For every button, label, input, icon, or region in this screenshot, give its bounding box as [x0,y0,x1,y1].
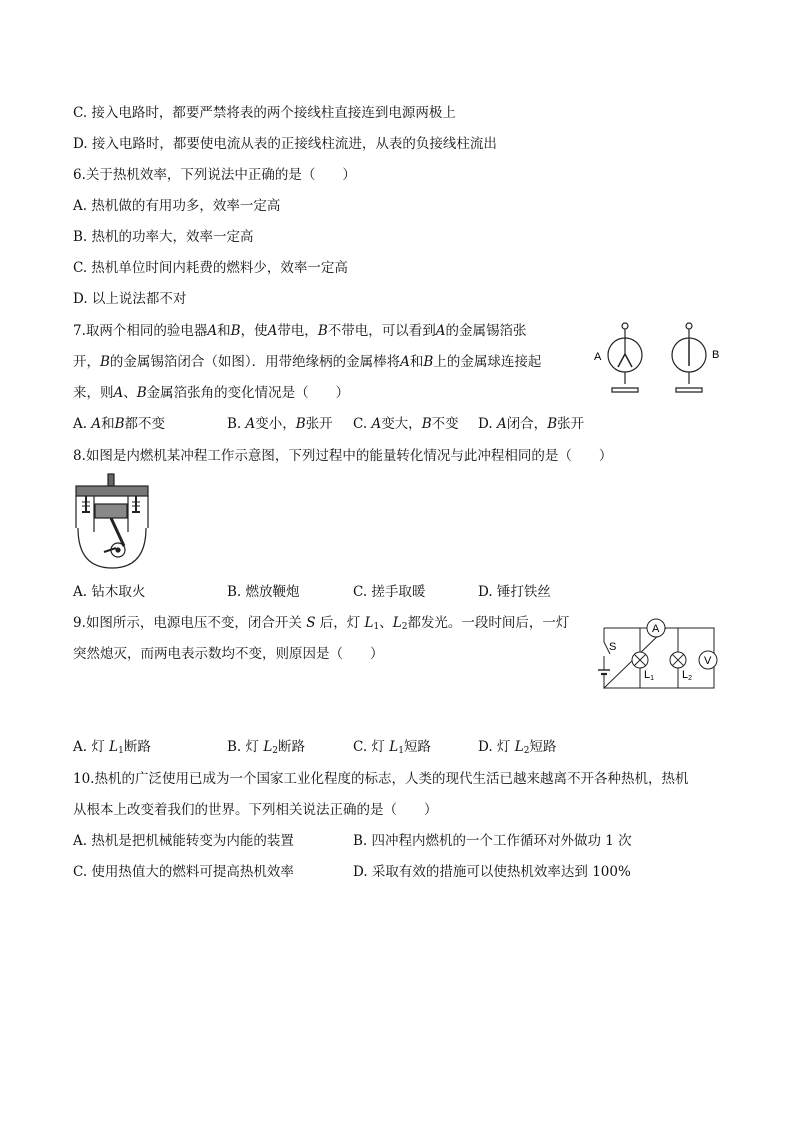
q6-option-d: D. 以上说法都不对 [73,291,187,307]
q7-option-a: A. A和B都不变 [73,416,166,432]
electroscope-b [672,323,706,392]
q6-option-b: B. 热机的功率大，效率一定高 [73,229,254,245]
q9-circuit-figure [596,614,722,692]
q10-option-a: A. 热机是把机械能转变为内能的装置 [73,833,294,849]
q8-stem: 8.如图是内燃机某冲程工作示意图，下列过程中的能量转化情况与此冲程相同的是（ ） [73,448,613,464]
q9-option-a: A. 灯 $L_1$断路 [73,739,151,756]
q9-option-b: B. 灯 $L_2$断路 [227,739,306,756]
q9-option-c: C. 灯 $L_1$短路 [353,739,431,756]
q7-electroscope-figure [592,318,722,400]
q6-stem: 6.关于热机效率，下列说法中正确的是（ ） [73,167,356,183]
switch-label: S [609,641,617,653]
q9-option-d: D. 灯 $L_2$短路 [478,739,557,756]
q7-stem-line-1: 7.取两个相同的验电器A和B，使A带电，B不带电，可以看到A的金属锡箔张 [73,323,527,339]
q8-engine-stroke-figure [72,472,152,572]
q10-option-d: D. 采取有效的措施可以使热机效率达到 100% [353,864,631,880]
electroscope-b-label: B [712,349,720,361]
q10-option-b: B. 四冲程内燃机的一个工作循环对外做功 1 次 [353,833,632,849]
voltmeter-label: V [704,655,712,667]
q5-option-d: D. 接入电路时，都要使电流从表的正接线柱流进，从表的负接线柱流出 [73,136,497,152]
q7-stem-line-3: 来，则A、B金属箔张角的变化情况是（ ） [73,385,350,401]
electroscope-a [608,323,642,392]
spark-plug-icon [108,474,114,486]
q10-stem-line-1: 10.热机的广泛使用已成为一个国家工业化程度的标志，人类的现代生活已越来越离不开各种热机，热机 [73,771,689,787]
electroscope-a-label: A [594,351,602,363]
lamp-l2-label: L2 [682,669,693,682]
q8-option-b: B. 燃放鞭炮 [227,584,300,600]
lamp-l1-label: L1 [644,669,655,682]
q10-stem-line-2: 从根本上改变着我们的世界。下列相关说法正确的是（ ） [73,802,438,818]
q9-stem-line-1: 9.如图所示，电源电压不变，闭合开关 S 后，灯 $L_1$、$L_2$都发光。一段时间后，一灯 [73,615,570,632]
q5-option-c: C. 接入电路时，都要严禁将表的两个接线柱直接连到电源两极上 [73,105,456,121]
q8-option-a: A. 钻木取火 [73,584,146,600]
q8-option-d: D. 锤打铁丝 [478,584,551,600]
q6-option-a: A. 热机做的有用功多，效率一定高 [73,198,281,214]
q7-stem-line-2: 开，B的金属锡箔闭合（如图）．用带绝缘柄的金属棒将A和B上的金属球连接起 [73,354,542,370]
q7-option-d: D. A闭合，B张开 [478,416,585,432]
q7-option-b: B. A变小，B张开 [227,416,333,432]
q9-stem-line-2: 突然熄灭，而两电表示数均不变，则原因是（ ） [73,646,384,662]
q8-option-c: C. 搓手取暖 [353,584,426,600]
q7-option-c: C. A变大，B不变 [353,416,459,432]
ammeter-label: A [652,623,660,635]
q10-option-c: C. 使用热值大的燃料可提高热机效率 [73,864,294,880]
q6-option-c: C. 热机单位时间内耗费的燃料少，效率一定高 [73,260,348,276]
